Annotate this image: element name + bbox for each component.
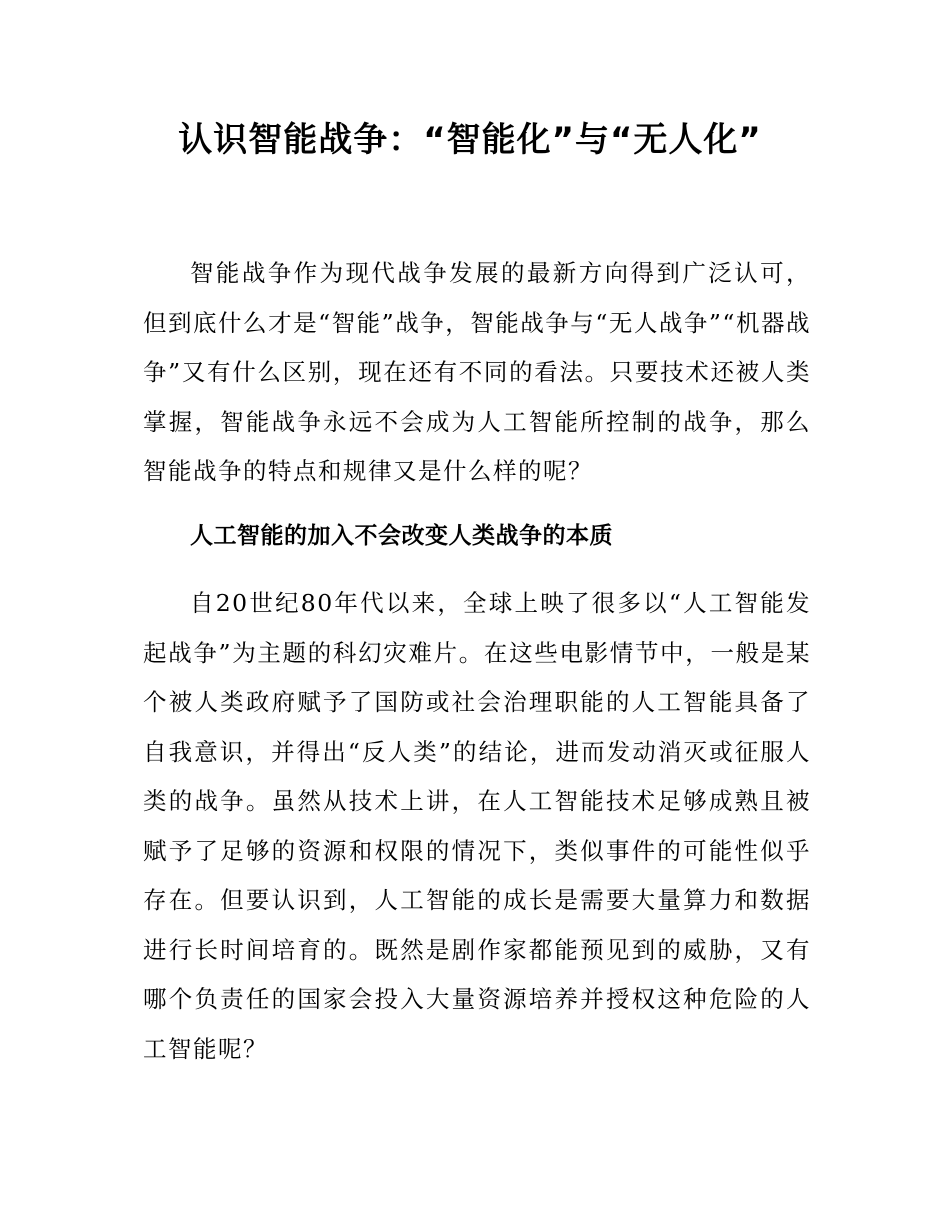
section-paragraph: 自20世纪80年代以来，全球上映了很多以“人工智能发起战争”为主题的科幻灾难片。在这些电影情节中，一般是某个被人类政府赋予了国防或社会治理职能的人工智能具备了自我意识，并得出“反人类”的结论，进而发动消灭或征服人类的战争。虽然从技术上讲，在人工智能技术足够成熟且被赋予了足够的资源和权限的情况下，类似事件的可能性似乎存在。但要认识到，人工智能的成长是需要大量算力和数据进行长时间培育的。既然是剧作家都能预见到的威胁，又有哪个负责任的国家会投入大量资源培养并授权这种危险的人工智能呢？ xyxy=(143,589,811,1063)
section-heading: 人工智能的加入不会改变人类战争的本质 xyxy=(190,523,613,549)
document-title: 认识智能战争：“智能化”与“无人化” xyxy=(178,120,762,160)
intro-paragraph: 智能战争作为现代战争发展的最新方向得到广泛认可，但到底什么才是“智能”战争，智能战争与“无人战争”“机器战争”又有什么区别，现在还有不同的看法。只要技术还被人类掌握，智能战争永远不会成为人工智能所控制的战争，那么智能战争的特点和规律又是什么样的呢？ xyxy=(143,259,811,485)
